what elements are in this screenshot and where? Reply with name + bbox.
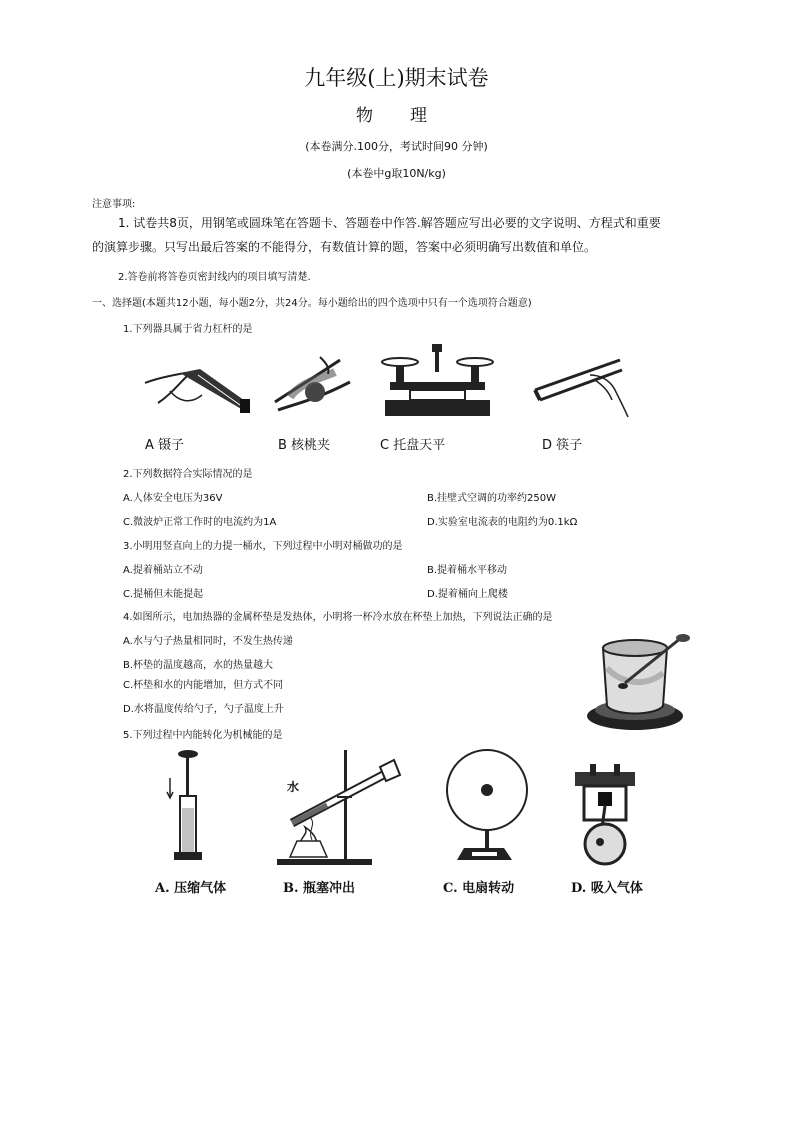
test-tube-figure [272,745,402,867]
exam-subject: 物 理 [356,106,437,126]
balance-figure [380,342,495,420]
q4-option-c: C.杯垫和水的内能增加，但方式不同 [123,680,284,691]
q2-option-d: D.实验室电流表的电阻约为0.1kΩ [427,517,578,528]
electric-fan-figure [442,748,532,866]
q1-option-b: B 核桃夹 [278,438,331,453]
q5-option-a: A. 压缩气体 [155,881,227,896]
notes-item2: 2.答卷前将答卷页密封线内的项目填写清楚. [118,272,311,283]
q5-option-d: D. 吸入气体 [571,881,643,896]
q1-option-d: D 筷子 [542,438,583,453]
q3-stem: 3.小明用竖直向上的力提一桶水，下列过程中小明对桶做功的是 [123,541,403,552]
q1-stem: 1.下列器具属于省力杠杆的是 [123,324,253,335]
cup-heater-figure [585,628,695,733]
q2-option-b: B.挂壁式空调的功率约250W [427,493,557,504]
q5-option-b: B. 瓶塞冲出 [283,881,356,896]
notes-item1-line1: 1. 试卷共8页，用钢笔或圆珠笔在答题卡、答题卷中作答.解答题应写出必要的文字说明、方程式和重要 [118,216,661,230]
q2-stem: 2.下列数据符合实际情况的是 [123,469,253,480]
exam-info-score-time: (本卷满分.100分，考试时间90 分钟) [305,140,488,153]
section1-heading: 一、选择题(本题共12小题，每小题2分，共24分。每小题给出的四个选项中只有一个选项符合题意) [92,298,532,309]
q4-stem: 4.如图所示，电加热器的金属杯垫是发热体，小明将一杯冷水放在杯垫上加热，下列说法正确的是 [123,612,553,623]
q3-option-a: A.提着桶站立不动 [123,565,203,576]
q3-option-d: D.提着桶向上爬楼 [427,589,508,600]
q3-option-b: B.提着桶水平移动 [427,565,508,576]
q5-option-c: C. 电扇转动 [443,881,515,896]
notes-item1-line2: 的演算步骤。只写出最后答案的不能得分，有数值计算的题，答案中必须明确写出数值和单位。 [92,240,597,254]
q4-option-b: B.杯垫的温度越高，水的热量越大 [123,660,274,671]
engine-intake-figure [570,762,640,870]
q4-option-a: A.水与勺子热量相同时，不发生热传递 [123,636,293,647]
q4-option-d: D.水将温度传给勺子，勺子温度上升 [123,704,284,715]
nutcracker-figure [270,352,355,414]
fire-piston-figure [160,748,215,866]
q2-option-c: C.微波炉正常工作时的电流约为1A [123,517,277,528]
q2-option-a: A.人体安全电压为36V [123,493,223,504]
q1-option-c: C 托盘天平 [380,438,446,453]
chopsticks-figure [530,355,630,420]
water-label: 水 [287,780,300,794]
notes-heading: 注意事项: [92,199,136,210]
q5-stem: 5.下列过程中内能转化为机械能的是 [123,730,283,741]
exam-title: 九年级(上)期末试卷 [304,66,489,90]
q1-option-a: A 镊子 [145,438,185,453]
exam-info-gravity: (本卷中g取10N/kg) [347,167,446,180]
q3-option-c: C.提桶但未能提起 [123,589,204,600]
tweezers-figure [140,355,255,420]
